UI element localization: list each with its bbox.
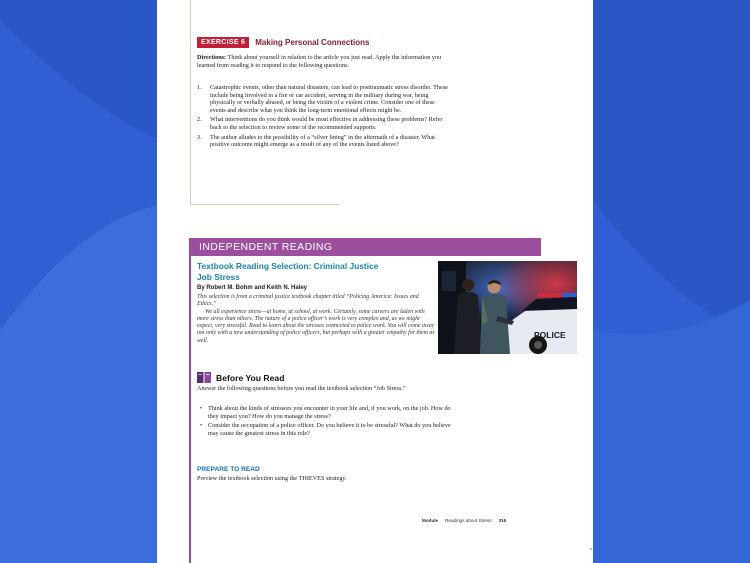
question-number: 1. (197, 84, 202, 91)
before-you-read-header (197, 372, 447, 383)
intro-source: This selection is from a criminal justice textbook chapter titled “Policing America: Issues and Ethics.” (197, 294, 419, 308)
footer-module: Module (422, 518, 439, 523)
book-icon (197, 372, 211, 383)
directions-text: Think about yourself in relation to the article you just read. Apply the information you learned from reading it to respond to the following questions. (197, 54, 442, 69)
prepare-to-read-title: PREPARE TO READ (197, 466, 260, 473)
exercise-questions (197, 84, 452, 151)
bullet-item (197, 422, 457, 437)
bullet-dot: • (200, 405, 203, 412)
question-number: 2. (197, 116, 202, 124)
question-text: The author alludes to the possibility of a “silver lining” in the aftermath of a disaster. What positive outcome might emerge as a result of any of the events listed above? (210, 133, 435, 149)
question-item (197, 116, 452, 131)
prepare-to-read-text: Preview the textbook selection using the THIEVES strategy. (197, 475, 347, 482)
police-arrest-photo (438, 261, 577, 354)
bullet-item (197, 405, 457, 420)
before-you-read-title: Before You Read (216, 372, 285, 383)
corner-mark (590, 548, 592, 550)
footer-section: Readings about Stress (445, 518, 492, 523)
reading-margin-rule (189, 238, 191, 563)
selection-intro (197, 294, 437, 345)
bullet-dot: • (200, 422, 203, 430)
independent-reading-banner: INDEPENDENT READING (189, 238, 541, 256)
selection-title: Textbook Reading Selection: Criminal Justice (197, 261, 379, 271)
question-item (197, 134, 452, 149)
exercise-title: Making Personal Connections (255, 38, 370, 47)
photo-car-text: POLICE (534, 330, 566, 340)
page-number: 315 (498, 518, 507, 523)
directions-label: Directions: (197, 54, 227, 61)
exercise-badge: EXERCISE 6 (197, 37, 249, 48)
selection-subtitle: Job Stress (197, 271, 240, 282)
question-number: 3. (197, 133, 202, 141)
exercise-bottom-rule (190, 204, 340, 205)
question-text: Catastrophic events, other than natural disasters, can lead to posttraumatic stress disorder. These include being involved in a fire or car accident, serving in the military during war, being physically or verbally abused, or being the victim of a violent crime. Consider one of these events and describe what you think the long-term emotional effects might be. (210, 84, 448, 114)
selection-byline: By Robert M. Bohm and Keith N. Haley (197, 285, 308, 291)
exercise-header (197, 37, 457, 48)
bullet-text: Think about the kinds of stressors you encounter in your life and, if you work, on the job. How do they impact you? How do you manage the stress? (208, 405, 451, 420)
question-item (197, 84, 452, 114)
page-footer (422, 518, 552, 523)
before-you-read-bullets (197, 405, 457, 439)
exercise-margin-rule (190, 0, 191, 205)
intro-body: We all experience stress—at home, at school, at work. Certainly, some careers are laden with more stress than others. The nature of a police officer’s work is very complex and, as we might expect, very stressful. Read to learn about the stresses connected to police work. You will come away not only with a new understanding of police officers, but perhaps with a greater empathy for them as well. (197, 308, 435, 344)
before-you-read-text: Answer the following questions before you read the textbook selection “Job Stress.” (197, 385, 406, 392)
textbook-page (157, 0, 593, 563)
police-scene-illustration (438, 261, 577, 354)
selection-heading (197, 261, 437, 282)
bullet-text: Consider the occupation of a police officer. Do you believe it to be stressful? What do you believe may cause the greatest stress in this role? (208, 422, 451, 437)
exercise-directions (197, 54, 452, 69)
question-text: What interventions do you think would be most effective in addressing these problems? Refer back to the selection to review some of the recommended supports. (210, 116, 443, 131)
